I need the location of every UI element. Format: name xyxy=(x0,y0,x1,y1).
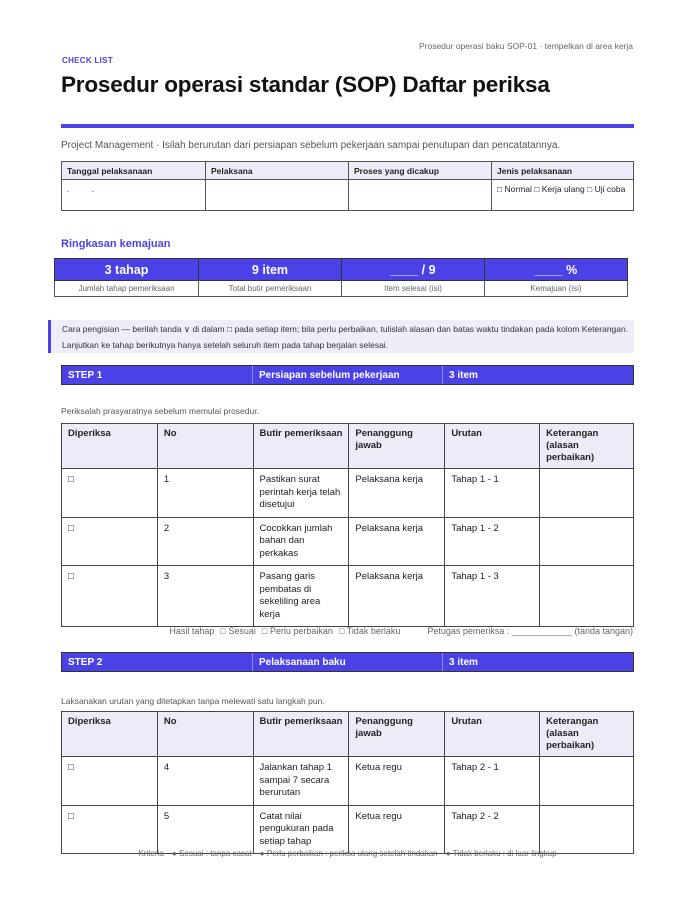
row-checkbox[interactable]: □ xyxy=(62,469,158,518)
step1-name: STEP 1 xyxy=(62,366,253,384)
info-table xyxy=(61,161,634,211)
criteria-label: Kriteria xyxy=(138,849,164,858)
stage-result-option-na[interactable]: □ Tidak berlaku xyxy=(338,626,401,636)
row-item: Pastikan surat perintah kerja telah disetujui xyxy=(253,469,349,518)
date-field[interactable]: . . xyxy=(62,180,206,211)
summary-progress-label: Kemajuan (isi) xyxy=(485,281,628,297)
col-no: No xyxy=(157,424,253,469)
col-checked: Diperiksa xyxy=(62,424,158,469)
step1-intro: Periksalah prasyaratnya sebelum memulai prosedur. xyxy=(61,406,259,416)
info-header-type: Jenis pelaksanaan xyxy=(492,162,634,180)
step1-title: Persiapan sebelum pekerjaan xyxy=(253,366,443,384)
criteria-item-na: ● Tidak berlaku : di luar lingkup xyxy=(445,849,557,858)
stage-result-option-fix[interactable]: □ Perlu perbaikan xyxy=(261,626,333,636)
row-item: Cocokkan jumlah bahan dan perkakas xyxy=(253,517,349,566)
row-order: Tahap 1 - 2 xyxy=(445,517,540,566)
criteria-legend xyxy=(0,849,695,858)
row-item: Catat nilai pengukuran pada setiap tahap xyxy=(253,805,349,854)
stage-result-option-ok[interactable]: □ Sesuai xyxy=(220,626,256,636)
info-header-process: Proses yang dicakup xyxy=(349,162,492,180)
step2-name: STEP 2 xyxy=(62,653,253,671)
summary-items-label: Total butir pemeriksaan xyxy=(199,281,342,297)
summary-completed-field[interactable]: ____ / 9 xyxy=(342,259,485,281)
summary-stages-value: 3 tahap xyxy=(55,259,199,281)
col-owner: Penanggung jawab xyxy=(349,712,445,757)
header-note: Prosedur operasi baku SOP-01 · tempelkan di area kerja xyxy=(418,41,633,51)
title-divider xyxy=(61,124,634,128)
row-number: 4 xyxy=(157,757,253,806)
stage-result-label: Hasil tahap xyxy=(169,626,215,636)
row-owner: Pelaksana kerja xyxy=(349,469,445,518)
table-row xyxy=(62,757,634,806)
col-order: Urutan xyxy=(445,712,540,757)
summary-heading: Ringkasan kemajuan xyxy=(61,238,171,250)
row-note-field[interactable] xyxy=(540,757,634,806)
criteria-item-ok: ● Sesuai : tanpa cacat xyxy=(172,849,252,858)
step2-intro: Laksanakan urutan yang ditetapkan tanpa melewati satu langkah pun. xyxy=(61,696,325,706)
col-note: Keterangan (alasan perbaikan) xyxy=(540,712,634,757)
stage-result-spacer xyxy=(406,626,421,636)
executor-field[interactable] xyxy=(206,180,349,211)
row-checkbox[interactable]: □ xyxy=(62,757,158,806)
row-order: Tahap 1 - 1 xyxy=(445,469,540,518)
row-owner: Ketua regu xyxy=(349,757,445,806)
info-header-date: Tanggal pelaksanaan xyxy=(62,162,206,180)
col-no: No xyxy=(157,712,253,757)
stage-result xyxy=(169,626,633,636)
page-title: Prosedur operasi standar (SOP) Daftar periksa xyxy=(61,72,550,97)
col-note: Keterangan (alasan perbaikan) xyxy=(540,424,634,469)
row-number: 1 xyxy=(157,469,253,518)
summary-progress-field[interactable]: ____ % xyxy=(485,259,628,281)
row-note-field[interactable] xyxy=(540,805,634,854)
row-number: 3 xyxy=(157,566,253,627)
row-order: Tahap 1 - 3 xyxy=(445,566,540,627)
step2-bar xyxy=(61,652,634,672)
row-checkbox[interactable]: □ xyxy=(62,805,158,854)
row-number: 5 xyxy=(157,805,253,854)
row-item: Jalankan tahap 1 sampai 7 secara berurutan xyxy=(253,757,349,806)
row-order: Tahap 2 - 1 xyxy=(445,757,540,806)
col-checked: Diperiksa xyxy=(62,712,158,757)
step2-table xyxy=(61,711,634,854)
process-field[interactable] xyxy=(349,180,492,211)
row-number: 2 xyxy=(157,517,253,566)
col-item: Butir pemeriksaan xyxy=(253,712,349,757)
table-row xyxy=(62,469,634,518)
col-item: Butir pemeriksaan xyxy=(253,424,349,469)
row-item: Pasang garis pembatas di sekeliling area kerja xyxy=(253,566,349,627)
row-order: Tahap 2 - 2 xyxy=(445,805,540,854)
table-row xyxy=(62,566,634,627)
step1-table xyxy=(61,423,634,627)
inspector-signature[interactable]: Petugas pemeriksa : ____________ (tanda tangan) xyxy=(427,626,633,636)
instruction-note: Cara pengisian — berilah tanda ∨ di dalam □ pada setiap item; bila perlu perbaikan, tulislah alasan dan batas waktu tindakan pada kolom Keterangan. Lanjutkan ke tahap berikutnya hanya setelah seluruh item pada tahap berjalan selesai. xyxy=(48,320,634,353)
row-checkbox[interactable]: □ xyxy=(62,566,158,627)
row-owner: Ketua regu xyxy=(349,805,445,854)
summary-table xyxy=(54,258,628,297)
step1-count: 3 item xyxy=(449,370,478,381)
step2-count: 3 item xyxy=(449,657,478,668)
criteria-item-fix: ● Perlu perbaikan : periksa ulang setelah tindakan xyxy=(259,849,438,858)
info-header-executor: Pelaksana xyxy=(206,162,349,180)
row-owner: Pelaksana kerja xyxy=(349,566,445,627)
row-checkbox[interactable]: □ xyxy=(62,517,158,566)
row-note-field[interactable] xyxy=(540,469,634,518)
summary-items-value: 9 item xyxy=(199,259,342,281)
table-row xyxy=(62,517,634,566)
step1-bar xyxy=(61,365,634,385)
col-order: Urutan xyxy=(445,424,540,469)
page-subtitle: Project Management · Isilah berurutan dari persiapan sebelum pekerjaan sampai penutupan dan pencatatannya. xyxy=(61,140,561,151)
col-owner: Penanggung jawab xyxy=(349,424,445,469)
row-note-field[interactable] xyxy=(540,517,634,566)
checklist-label: CHECK LIST xyxy=(62,56,113,65)
summary-stages-label: Jumlah tahap pemeriksaan xyxy=(55,281,199,297)
execution-type-options[interactable]: □ Normal □ Kerja ulang □ Uji coba xyxy=(492,180,634,211)
row-owner: Pelaksana kerja xyxy=(349,517,445,566)
summary-completed-label: Item selesai (isi) xyxy=(342,281,485,297)
step2-title: Pelaksanaan baku xyxy=(253,653,443,671)
row-note-field[interactable] xyxy=(540,566,634,627)
table-row xyxy=(62,805,634,854)
